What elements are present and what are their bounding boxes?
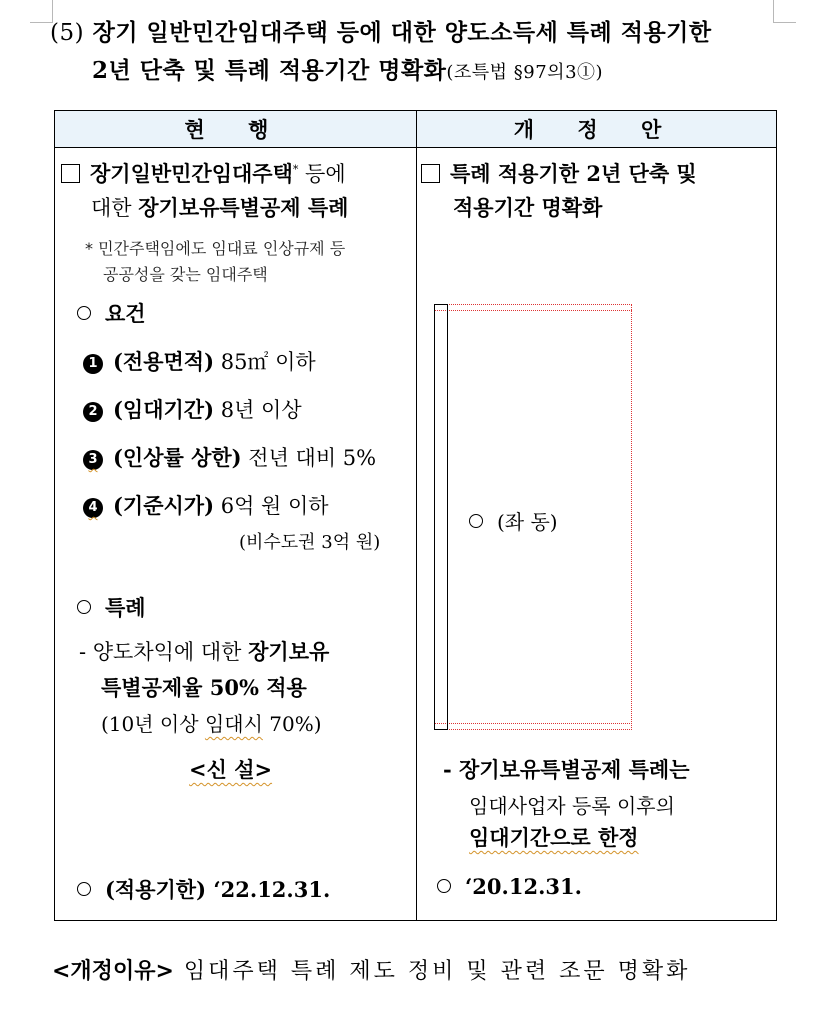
requirement-4-sub: (비수도권 3억 원) <box>239 532 381 553</box>
number-1-icon: 1 <box>83 354 103 374</box>
checkbox-square-icon <box>421 164 440 183</box>
new-provision-label: <신 설> <box>189 757 273 782</box>
current-item-title-line2: 대한 장기보유특별공제 특례 <box>91 195 349 220</box>
requirement-1: 1 (전용면적) 85㎡ 이하 <box>83 346 316 376</box>
title-reference: (조특법 §97의3①) <box>446 62 604 83</box>
special-line3: (10년 이상 임대시 70%) <box>101 712 322 736</box>
revision-reason <box>52 954 690 985</box>
circle-bullet-icon <box>77 306 91 320</box>
special-line2: 특별공제율 50% 적용 <box>101 675 307 700</box>
revised-item-title-line2: 적용기간 명확화 <box>453 195 603 220</box>
current-column <box>55 148 417 921</box>
special-line1: - 양도차익에 대한 장기보유 <box>79 639 330 664</box>
revision-reason-text: 임대주택 특례 제도 정비 및 관련 조문 명확화 <box>173 959 691 984</box>
current-item-title: 장기일반민간임대주택* 등에 <box>61 158 346 188</box>
checkbox-square-icon <box>61 164 80 183</box>
revision-reason-label: <개정이유> <box>52 959 174 984</box>
requirement-4: 4 (기준시가) 6억 원 이하 <box>83 490 329 520</box>
requirement-3: 3 (인상률 상한) 전년 대비 5% <box>83 442 376 472</box>
requirements-heading: 요건 <box>77 298 146 328</box>
number-4-icon: 4 <box>83 498 103 518</box>
note-line1: * 민간주택임에도 임대료 인상규제 등 <box>85 239 346 258</box>
circle-bullet-icon <box>437 879 451 893</box>
circle-bullet-icon <box>77 600 91 614</box>
requirement-2: 2 (임대기간) 8년 이상 <box>83 394 302 424</box>
header-current: 현 행 <box>55 111 417 148</box>
revised-item-title: 특례 적용기한 2년 단축 및 <box>421 158 697 188</box>
number-3-icon: 3 <box>83 450 103 470</box>
revised-new-line1: - 장기보유특별공제 특례는 <box>443 757 690 782</box>
title-line1: 장기 일반민간임대주택 등에 대한 양도소득세 특례 적용기한 <box>92 19 712 46</box>
note-line2: 공공성을 갖는 임대주택 <box>103 265 268 284</box>
title-line2-wrap <box>50 52 790 92</box>
number-2-icon: 2 <box>83 402 103 422</box>
revised-new-line2: 임대사업자 등록 이후의 <box>469 794 675 818</box>
revised-column <box>417 148 777 921</box>
same-as-left: (좌 동) <box>469 506 558 535</box>
section-number: (5) <box>50 20 85 46</box>
title-line2: 2년 단축 및 특례 적용기간 명확화 <box>92 57 447 84</box>
revised-new-line3: 임대기간으로 한정 <box>469 825 639 850</box>
header-revised: 개 정 안 <box>417 111 777 148</box>
comparison-table <box>54 110 777 921</box>
special-heading: 특례 <box>77 592 146 622</box>
current-deadline: (적용기한) ‘22.12.31. <box>77 874 330 904</box>
bracket-frame-solid <box>434 304 448 730</box>
circle-bullet-icon <box>77 882 91 896</box>
section-title <box>50 14 790 92</box>
revised-deadline: ‘20.12.31. <box>437 874 582 899</box>
circle-bullet-icon <box>469 514 483 528</box>
